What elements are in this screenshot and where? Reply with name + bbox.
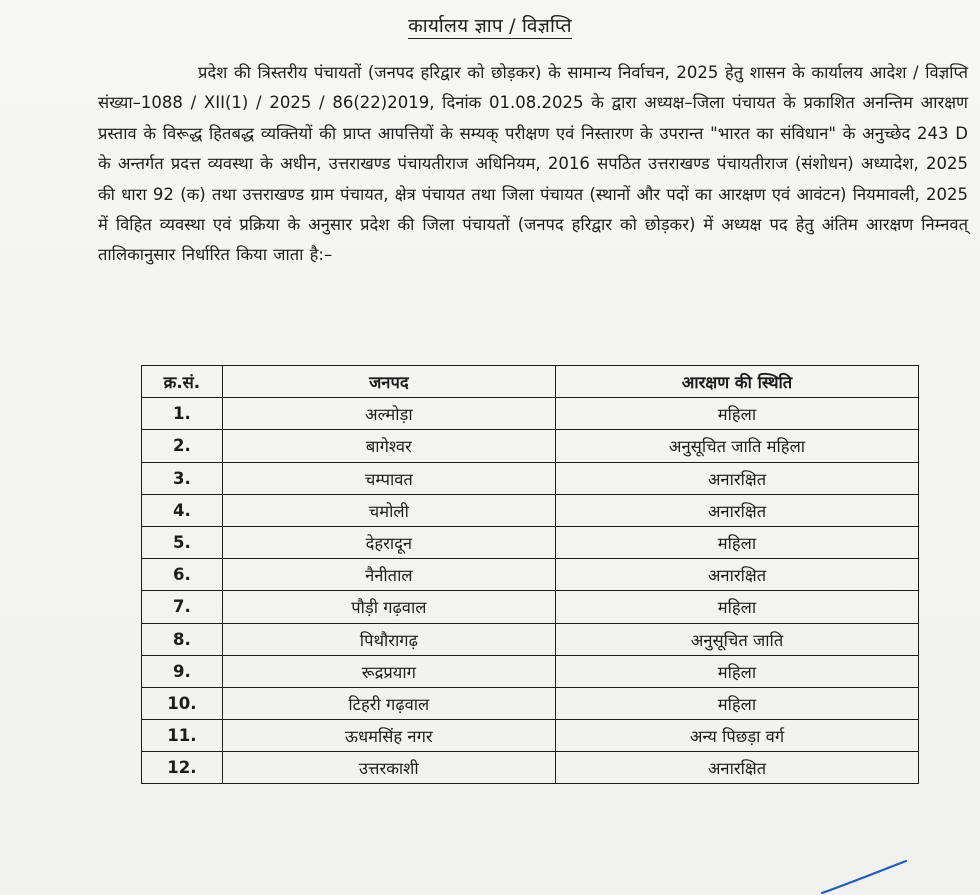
cell-district: रूद्रप्रयाग [222,655,555,687]
cell-serial-no: 5. [142,526,223,558]
table-header-row [142,366,919,398]
cell-reservation-status: अनारक्षित [555,462,918,494]
cell-reservation-status: महिला [555,655,918,687]
cell-district: अल्मोड़ा [222,398,555,430]
cell-district: चमोली [222,494,555,526]
body-paragraph: प्रदेश की त्रिस्तरीय पंचायतों (जनपद हरिद्वार को छोड़कर) के सामान्य निर्वाचन, 2025 हेतु शासन के कार्यालय आदेश / विज्ञप्ति संख्या–1088 / XII(1) / 2025 / 86(22)2019, दिनांक 01.08.2025 के द्वारा अध्यक्ष–जिला पंचायत के प्रकाशित अनन्तिम आरक्षण प्रस्ताव के विरूद्ध हितबद्ध व्यक्तियों की प्राप्त आपत्तियों के सम्यक् परीक्षण एवं निस्तारण के उपरान्त "भारत का संविधान" के अनुच्छेद 243 D के अन्तर्गत प्रदत्त व्यवस्था के अधीन, उत्तराखण्ड पंचायतीराज अधिनियम, 2016 सपठित उत्तराखण्ड पंचायतीराज (संशोधन) अध्यादेश, 2025 की धारा 92 (क) तथा उत्तराखण्ड ग्राम पंचायत, क्षेत्र पंचायत तथा जिला पंचायत (स्थानों और पदों का आरक्षण एवं आवंटन) नियमावली, 2025 में विहित व्यवस्था एवं प्रक्रिया के अनुसार प्रदेश की जिला पंचायतों (जनपद हरिद्वार को छोड़कर) में अध्यक्ष पद हेतु अंतिम आरक्षण निम्नवत् तालिकानुसार निर्धारित किया जाता है:– [98,63,968,265]
table-row [142,720,919,752]
document-title: कार्यालय ज्ञाप / विज्ञप्ति [408,15,572,37]
cell-serial-no: 11. [142,720,223,752]
cell-serial-no: 4. [142,494,223,526]
table-row [142,462,919,494]
cell-reservation-status: महिला [555,526,918,558]
reservation-table [141,365,919,784]
table-row [142,687,919,719]
cell-district: देहरादून [222,526,555,558]
cell-reservation-status: अनारक्षित [555,494,918,526]
header-serial-no: क्र.सं. [142,366,223,398]
table-row [142,559,919,591]
cell-reservation-status: अनुसूचित जाति महिला [555,430,918,462]
signature-stroke [820,855,920,895]
cell-reservation-status: अन्य पिछड़ा वर्ग [555,720,918,752]
cell-serial-no: 9. [142,655,223,687]
table-row [142,591,919,623]
table-row [142,526,919,558]
table-row [142,623,919,655]
cell-district: नैनीताल [222,559,555,591]
table-row [142,752,919,784]
cell-serial-no: 1. [142,398,223,430]
cell-reservation-status: अनारक्षित [555,559,918,591]
cell-serial-no: 10. [142,687,223,719]
cell-reservation-status: महिला [555,398,918,430]
header-reservation-status: आरक्षण की स्थिति [555,366,918,398]
cell-reservation-status: अनारक्षित [555,752,918,784]
table-row [142,430,919,462]
cell-serial-no: 3. [142,462,223,494]
cell-district: बागेश्वर [222,430,555,462]
cell-serial-no: 8. [142,623,223,655]
cell-serial-no: 12. [142,752,223,784]
table-row [142,494,919,526]
cell-district: ऊधमसिंह नगर [222,720,555,752]
cell-reservation-status: महिला [555,591,918,623]
cell-serial-no: 6. [142,559,223,591]
cell-district: पिथौरागढ़ [222,623,555,655]
header-district: जनपद [222,366,555,398]
cell-serial-no: 7. [142,591,223,623]
cell-district: उत्तरकाशी [222,752,555,784]
cell-reservation-status: अनुसूचित जाति [555,623,918,655]
table-row [142,655,919,687]
cell-district: पौड़ी गढ़वाल [222,591,555,623]
cell-district: टिहरी गढ़वाल [222,687,555,719]
table-row [142,398,919,430]
cell-serial-no: 2. [142,430,223,462]
cell-district: चम्पावत [222,462,555,494]
cell-reservation-status: महिला [555,687,918,719]
